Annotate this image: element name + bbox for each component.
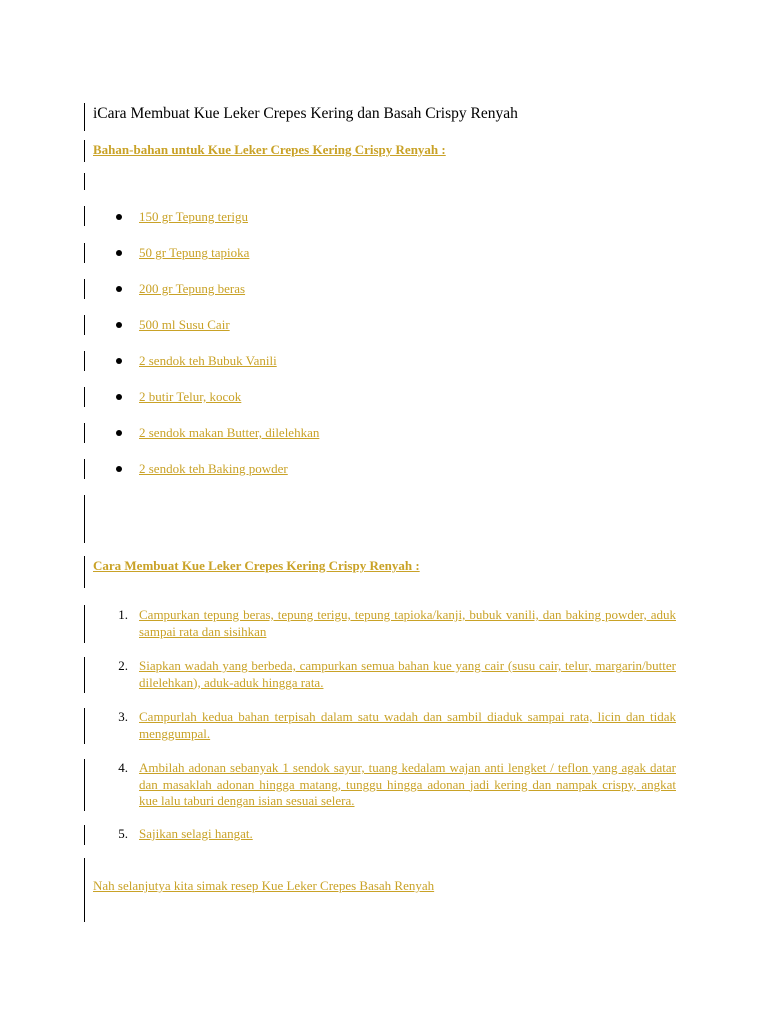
step-link[interactable]: Campurlah kedua bahan terpisah dalam satu wadah dan sambil diaduk sampai rata, licin dan tidak menggumpal. <box>139 709 676 741</box>
bullet-icon <box>116 394 122 400</box>
margin-change-bar <box>84 423 85 443</box>
margin-change-bar <box>84 825 85 845</box>
margin-change-bar <box>84 387 85 407</box>
step-link[interactable]: Campurkan tepung beras, tepung terigu, tepung tapioka/kanji, bubuk vanili, dan baking powder, aduk sampai rata dan sisihkan <box>139 607 676 639</box>
bullet-icon <box>116 286 122 292</box>
margin-change-bar <box>84 495 85 543</box>
ingredient-link[interactable]: 500 ml Susu Cair <box>139 317 230 332</box>
step-link[interactable]: Ambilah adonan sebanyak 1 sendok sayur, tuang kedalam wajan anti lengket / teflon yang agak datar dan masaklah adonan hingga matang, tunggu hingga adonan jadi kering dan nampak crispy, angkat kue lalu taburi dengan isian sesuai selera. <box>139 760 676 808</box>
bullet-icon <box>116 250 122 256</box>
ingredient-link[interactable]: 50 gr Tepung tapioka <box>139 245 250 260</box>
margin-change-bar <box>84 351 85 371</box>
margin-change-bar <box>84 243 85 263</box>
step-number: 1. <box>118 607 128 622</box>
ingredient-link[interactable]: 2 butir Telur, kocok <box>139 389 242 404</box>
margin-change-bar <box>84 605 85 643</box>
margin-change-bar <box>84 858 85 922</box>
margin-change-bar <box>84 759 85 811</box>
ingredient-link[interactable]: 2 sendok teh Baking powder <box>139 461 288 476</box>
step-link[interactable]: Siapkan wadah yang berbeda, campurkan semua bahan kue yang cair (susu cair, telur, margarin/butter dilelehkan), aduk-aduk hingga rata. <box>139 658 676 690</box>
margin-change-bar <box>84 315 85 335</box>
ingredient-link[interactable]: 200 gr Tepung beras <box>139 281 246 296</box>
step-number: 2. <box>118 658 128 673</box>
bullet-icon <box>116 430 122 436</box>
margin-change-bar <box>84 173 85 190</box>
closing-link[interactable]: Nah selanjutya kita simak resep Kue Leker Crepes Basah Renyah <box>93 878 435 893</box>
ingredient-link[interactable]: 2 sendok teh Bubuk Vanili <box>139 353 277 368</box>
steps-heading[interactable]: Cara Membuat Kue Leker Crepes Kering Crispy Renyah : <box>93 558 420 573</box>
bullet-icon <box>116 214 122 220</box>
ingredient-link[interactable]: 2 sendok makan Butter, dilelehkan <box>139 425 320 440</box>
margin-change-bar <box>84 279 85 299</box>
margin-change-bar <box>84 206 85 226</box>
margin-change-bar <box>84 657 85 693</box>
ingredient-link[interactable]: 150 gr Tepung terigu <box>139 209 248 224</box>
margin-change-bar <box>84 103 85 131</box>
margin-change-bar <box>84 140 85 162</box>
margin-change-bar <box>84 556 85 588</box>
step-link[interactable]: Sajikan selagi hangat. <box>139 826 253 841</box>
margin-change-bar <box>84 708 85 744</box>
step-number: 4. <box>118 760 128 775</box>
step-number: 3. <box>118 709 128 724</box>
margin-change-bar <box>84 459 85 479</box>
document-title: iCara Membuat Kue Leker Crepes Kering dan Basah Crispy Renyah <box>93 105 518 122</box>
step-number: 5. <box>118 826 128 841</box>
bullet-icon <box>116 466 122 472</box>
ingredients-heading[interactable]: Bahan-bahan untuk Kue Leker Crepes Kering Crispy Renyah : <box>93 142 446 157</box>
bullet-icon <box>116 322 122 328</box>
bullet-icon <box>116 358 122 364</box>
